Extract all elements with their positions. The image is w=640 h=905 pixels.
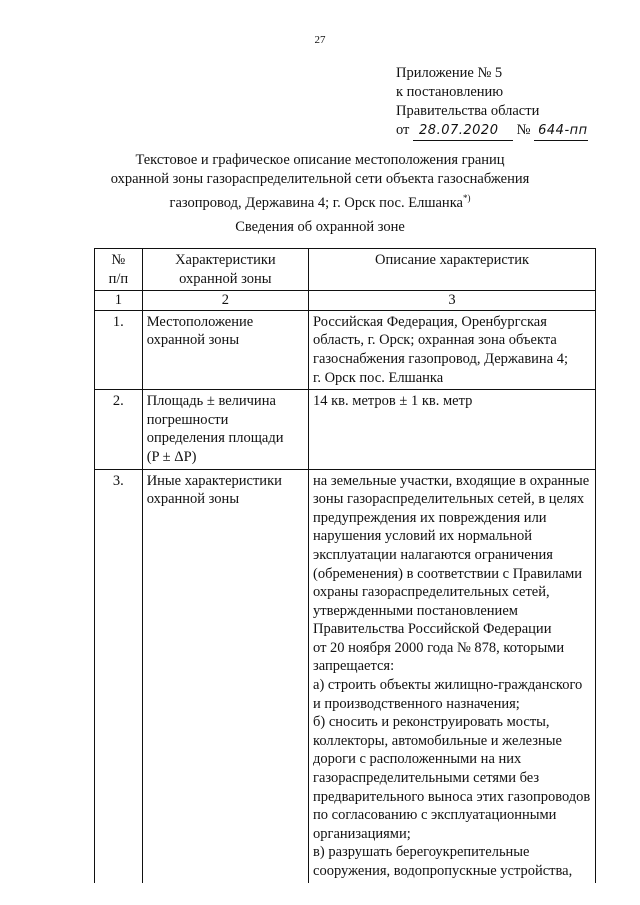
description-line: зоны газораспределительных сетей, в целях	[313, 491, 585, 508]
characteristic-line: погрешности	[146, 411, 229, 428]
description-line: организациями;	[313, 825, 411, 842]
description-line: дороги с расположенными на них	[313, 751, 522, 768]
description-line: предварительного выноса этих газопроводов	[313, 788, 591, 805]
characteristic-line: охранной зоны	[146, 332, 240, 349]
description-line: область, г. Орск; охранная зона объекта	[313, 332, 557, 349]
appendix-to-resolution: к постановлению	[396, 84, 504, 100]
title-line-2: охранной зоны газораспределительной сети объекта газоснабжения	[110, 171, 530, 187]
table-row	[95, 390, 596, 469]
description-line: Правительства Российской Федерации	[313, 621, 552, 638]
characteristic-line: Местоположение	[146, 313, 254, 330]
header-description: Описание характеристик	[309, 249, 596, 291]
characteristic-line: Иные характеристики	[146, 472, 282, 489]
description-line: коллекторы, автомобильные и железные	[313, 732, 562, 749]
description-line: нарушения условий их нормальной	[313, 528, 533, 545]
page-number: 27	[314, 34, 326, 46]
handwritten-date: 28.07.2020	[413, 121, 513, 141]
description-line: (обременения) в соответствии с Правилами	[313, 565, 583, 582]
description-line: газоснабжения газопровод, Державина 4;	[313, 350, 569, 367]
column-number: 3	[309, 291, 596, 311]
row-number: 2.	[95, 390, 143, 469]
description-line: и производственного назначения;	[313, 695, 520, 712]
header-char-line-1: Характеристики	[175, 252, 276, 268]
description-line: а) строить объекты жилищно-гражданского	[313, 677, 583, 694]
row-description	[309, 390, 596, 469]
description-line: б) сносить и реконструировать мосты,	[313, 714, 550, 731]
header-num-line-2: п/п	[108, 270, 129, 287]
appendix-block	[396, 64, 588, 141]
title-line-3-text: газопровод, Державина 4; г. Орск пос. Елшанка	[169, 194, 463, 211]
description-line: сооружения, водопропускные устройства,	[313, 863, 573, 879]
description-line: от 20 ноября 2000 года № 878, которыми	[313, 639, 565, 656]
appendix-title: Приложение № 5	[396, 65, 503, 81]
document-title	[0, 151, 640, 213]
row-characteristic	[142, 469, 308, 883]
characteristic-line: охранной зоны	[146, 491, 240, 508]
characteristic-line: определения площади	[146, 430, 284, 447]
row-number: 3.	[95, 469, 143, 883]
table-header-row	[95, 249, 596, 291]
row-characteristic	[142, 310, 308, 389]
title-line-1: Текстовое и графическое описание местоположения границ	[135, 152, 505, 168]
description-line: 14 кв. метров ± 1 кв. метр	[313, 393, 473, 410]
title-line-3	[0, 189, 640, 213]
characteristic-line: Площадь ± величина	[146, 393, 276, 410]
header-num-line-1: №	[111, 252, 126, 268]
row-number: 1.	[95, 310, 143, 389]
appendix-date-line	[396, 121, 588, 141]
description-line: охраны газораспределительных сетей,	[313, 584, 550, 601]
row-characteristic	[142, 390, 308, 469]
number-label: №	[516, 122, 531, 138]
description-line: г. Орск пос. Елшанка	[313, 369, 444, 386]
row-description	[309, 469, 596, 883]
description-line: эксплуатации налагаются ограничения	[313, 546, 553, 563]
column-number: 2	[142, 291, 308, 311]
table-row	[95, 310, 596, 389]
header-char-line-2: охранной зоны	[179, 270, 272, 287]
description-line: по согласованию с эксплуатационными	[313, 807, 557, 824]
column-number: 1	[95, 291, 143, 311]
header-characteristics	[142, 249, 308, 291]
description-line: утвержденными постановлением	[313, 602, 518, 619]
from-label: от	[396, 122, 410, 138]
description-line: запрещается:	[313, 658, 395, 675]
footnote-mark: *)	[462, 193, 471, 203]
protection-zone-table	[94, 248, 596, 883]
table-row	[95, 469, 596, 883]
description-line: Российская Федерация, Оренбургская	[313, 313, 547, 330]
description-line: на земельные участки, входящие в охранные	[313, 472, 590, 489]
description-line: предупреждения их повреждения или	[313, 509, 547, 526]
column-number-row	[95, 291, 596, 311]
header-num	[95, 249, 143, 291]
handwritten-number: 644-пп	[534, 121, 588, 141]
row-description	[309, 310, 596, 389]
characteristic-line: (P ± ΔP)	[146, 448, 197, 465]
section-subtitle: Сведения об охранной зоне	[235, 219, 405, 235]
description-line: газораспределительными сетями без	[313, 770, 540, 787]
appendix-government: Правительства области	[396, 103, 540, 119]
description-line: в) разрушать берегоукрепительные	[313, 844, 530, 861]
